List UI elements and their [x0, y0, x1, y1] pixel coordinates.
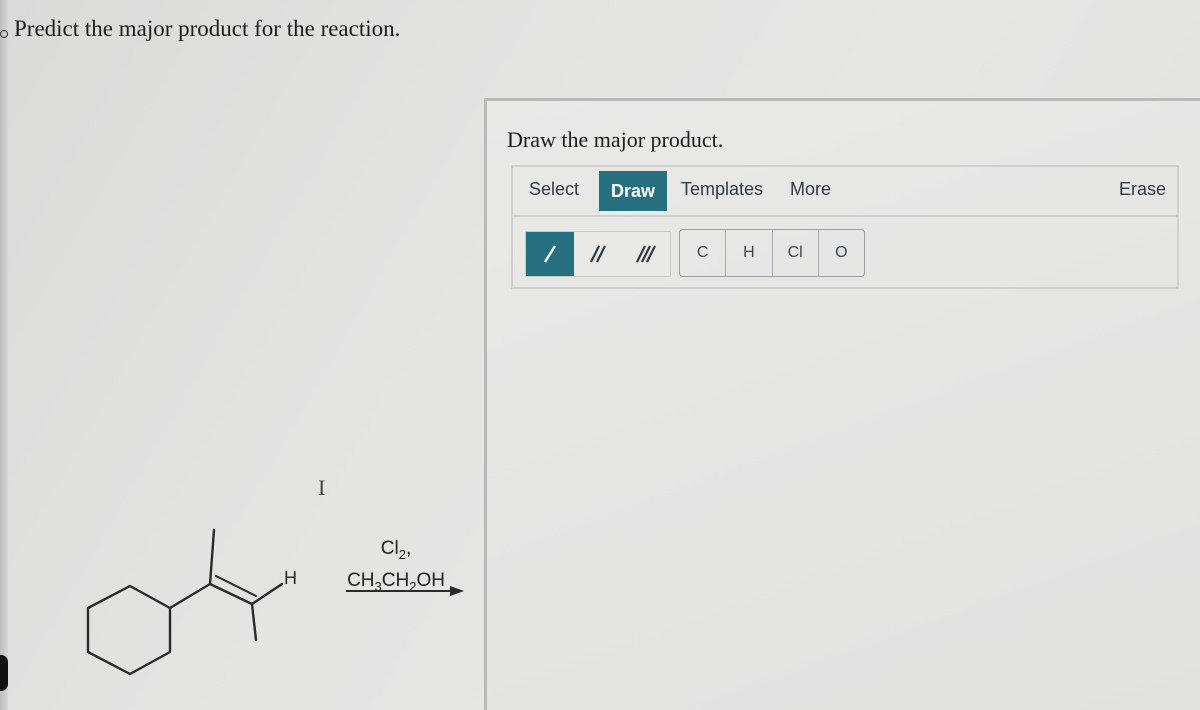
- question-text: Predict the major product for the reaction.: [14, 16, 401, 41]
- single-bond-icon: [540, 243, 560, 265]
- atom-button-c[interactable]: C: [680, 230, 726, 276]
- question-bullet-icon: [0, 30, 8, 38]
- double-bond-icon: [588, 243, 608, 265]
- atom-button-h[interactable]: H: [726, 230, 772, 276]
- reaction-arrow-icon: [346, 584, 466, 598]
- atom-tool-group: [679, 229, 865, 277]
- tab-more[interactable]: More: [790, 179, 832, 199]
- tab-select[interactable]: Select: [529, 179, 580, 199]
- cyclohexane-ring: [88, 586, 170, 674]
- reactant-structure: [70, 470, 320, 680]
- text-cursor-icon: I: [318, 475, 326, 500]
- reagent-solvent: $CH_3CH_2OH$: [347, 569, 445, 594]
- panel-title: Draw the major product.: [507, 127, 724, 152]
- double-bond-button[interactable]: [574, 232, 622, 276]
- bond-tool-group: [525, 231, 671, 277]
- hydrogen-label: H: [284, 568, 297, 588]
- reagent-chlorine: $Cl_2$,: [380, 538, 412, 562]
- toolbar-tabs: [513, 167, 1177, 217]
- tab-templates[interactable]: Templates: [681, 179, 764, 199]
- left-edge-strip: [0, 0, 8, 710]
- drawing-panel[interactable]: [484, 98, 1200, 710]
- tab-draw[interactable]: Draw: [599, 171, 667, 211]
- sketcher-toolbar: [511, 165, 1179, 289]
- atom-button-cl[interactable]: Cl: [773, 230, 819, 276]
- triple-bond-icon: [635, 243, 657, 265]
- page-edge-marker: [0, 655, 8, 691]
- single-bond-button[interactable]: [526, 232, 574, 276]
- atom-button-o[interactable]: O: [835, 244, 848, 261]
- erase-button[interactable]: Erase: [1119, 179, 1167, 199]
- triple-bond-button[interactable]: [622, 232, 670, 276]
